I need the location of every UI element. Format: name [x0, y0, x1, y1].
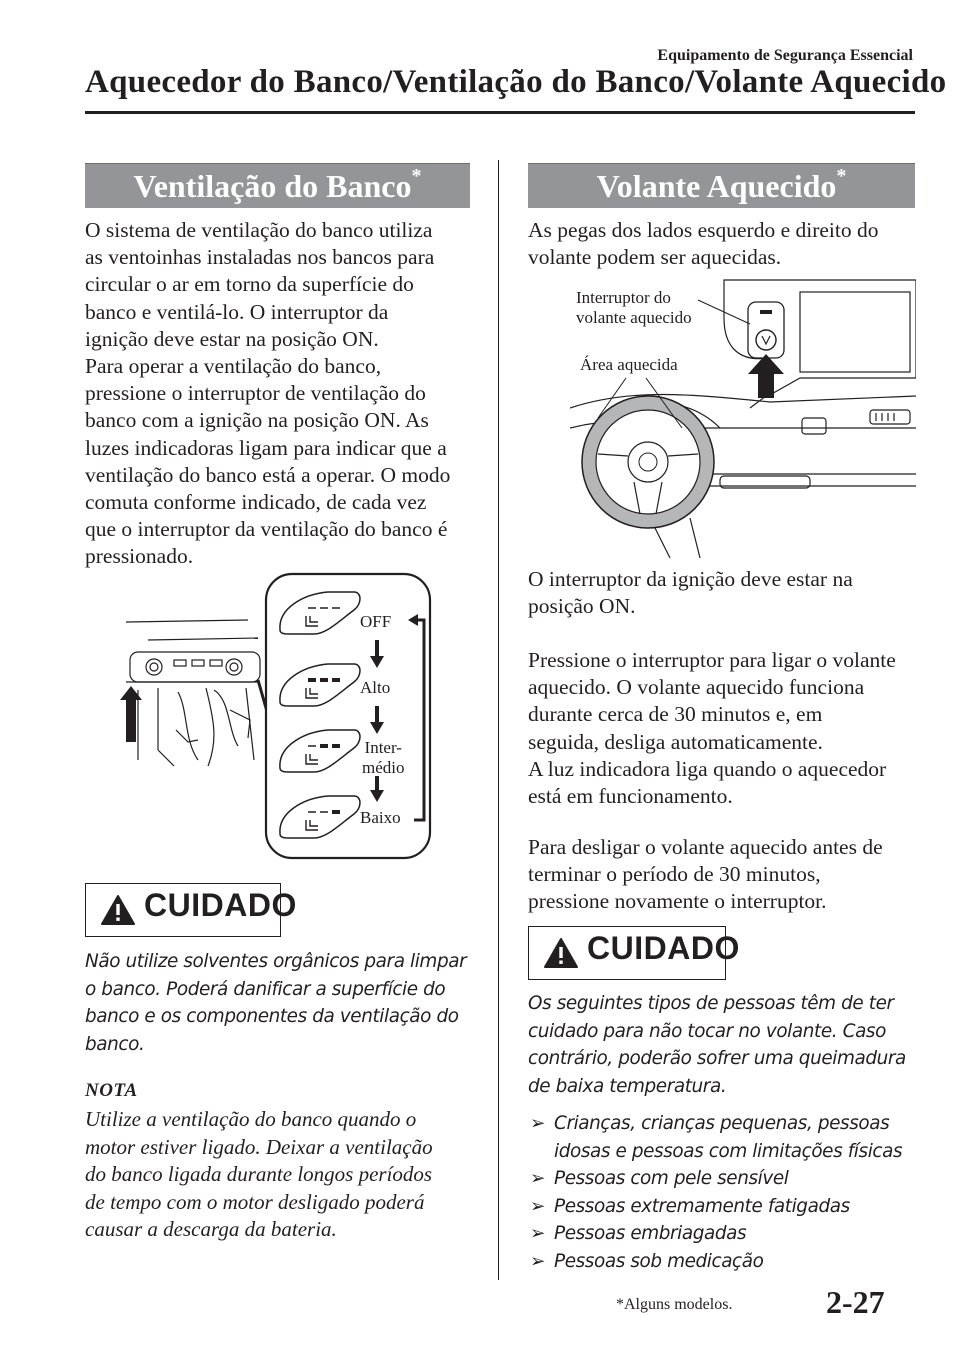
optional-equipment-mark: * — [836, 165, 847, 187]
list-item: ➢ Pessoas com pele sensível — [528, 1165, 918, 1193]
mode-label-high: Alto — [360, 678, 391, 697]
list-item: ➢ Pessoas sob medicação — [528, 1248, 918, 1276]
mode-label-off: OFF — [360, 612, 392, 631]
section-heading-text: Volante Aquecido — [596, 168, 837, 204]
section-heading-text: Ventilação do Banco — [133, 168, 412, 204]
note-text: Utilize a ventilação do banco quando o motor estiver ligado. Deixar a ventilação do banco ligada durante longos períodos de tempo com o motor desligado poderá causar a descarga da bateria. — [85, 1107, 433, 1241]
caution-text-left: Não utilize solventes orgânicos para limpar o banco. Poderá danificar a superfície do banco e os componentes da ventilação do banco. — [85, 951, 467, 1055]
heated-wheel-intro: As pegas dos lados esquerdo e direito do volante podem ser aquecidas. — [528, 218, 879, 270]
caution-label: CUIDADO — [587, 930, 740, 966]
note-heading: NOTA — [85, 1080, 138, 1101]
heated-area-label: Área aquecida — [580, 355, 678, 374]
optional-equipment-mark: * — [411, 165, 422, 187]
column-divider — [498, 160, 499, 1280]
section-heading-heated-wheel — [528, 163, 915, 208]
caution-label: CUIDADO — [144, 887, 297, 923]
heated-wheel-figure — [570, 278, 916, 560]
caution-box-left — [85, 883, 297, 937]
warning-triangle-icon — [100, 894, 136, 926]
header-rule — [85, 111, 915, 114]
heated-wheel-switch-label: Interruptor do volante aquecido — [576, 288, 692, 327]
bullet-arrow-icon: ➢ — [530, 1113, 546, 1134]
section-heading-seat-ventilation — [85, 163, 470, 208]
list-item: ➢ Crianças, crianças pequenas, pessoas idosas e pessoas com limitações físicas — [528, 1110, 918, 1165]
at-risk-people-list — [528, 1110, 918, 1275]
bullet-arrow-icon: ➢ — [530, 1195, 546, 1217]
warning-triangle-icon — [543, 937, 579, 969]
heated-wheel-off-text: Para desligar o volante aquecido antes de terminar o período de 30 minutos, pressione novamente o interruptor. — [528, 835, 883, 914]
page-title: Aquecedor do Banco/Ventilação do Banco/Volante Aquecido — [85, 64, 947, 100]
ignition-requirement-text: O interruptor da ignição deve estar na posição ON. — [528, 567, 853, 619]
bullet-arrow-icon: ➢ — [530, 1250, 546, 1272]
list-item: ➢ Pessoas extremamente fatigadas — [528, 1193, 918, 1221]
bullet-arrow-icon: ➢ — [530, 1223, 546, 1244]
heated-wheel-operation-text: Pressione o interruptor para ligar o volante aquecido. O volante aquecido funciona durante cerca de 30 minutos e, em seguida, desliga automaticamente. A luz indicadora liga quando o aquecedor está em funcionamento. — [528, 648, 896, 809]
page-number: 2-27 — [826, 1284, 885, 1320]
footnote: *Alguns modelos. — [616, 1296, 733, 1313]
mode-label-low: Baixo — [360, 808, 401, 827]
seat-ventilation-figure — [118, 570, 434, 860]
chapter-header: Equipamento de Segurança Essencial — [657, 47, 913, 64]
list-item: ➢ Pessoas embriagadas — [528, 1220, 918, 1248]
caution-box-right — [528, 926, 740, 980]
caution-text-right: Os seguintes tipos de pessoas têm de ter cuidado para não tocar no volante. Caso contrário, poderão sofrer uma queimadura de baixa temperatura. — [528, 993, 906, 1097]
mode-label-medium: Inter- médio — [362, 738, 405, 777]
seat-ventilation-description: O sistema de ventilação do banco utiliza as ventoinhas instaladas nos bancos para circular o ar em torno da superfície do banco e ventilá-lo. O interruptor da ignição deve estar na posição ON. Para operar a ventilação do banco, pressione o interruptor de ventilação do banco com a ignição na posição ON. As luzes indicadoras ligam para indicar que a ventilação do banco está a operar. O modo comuta conforme indicado, de cada vez que o interruptor da ventilação do banco é pressionado. — [85, 218, 451, 569]
bullet-arrow-icon: ➢ — [530, 1168, 546, 1189]
